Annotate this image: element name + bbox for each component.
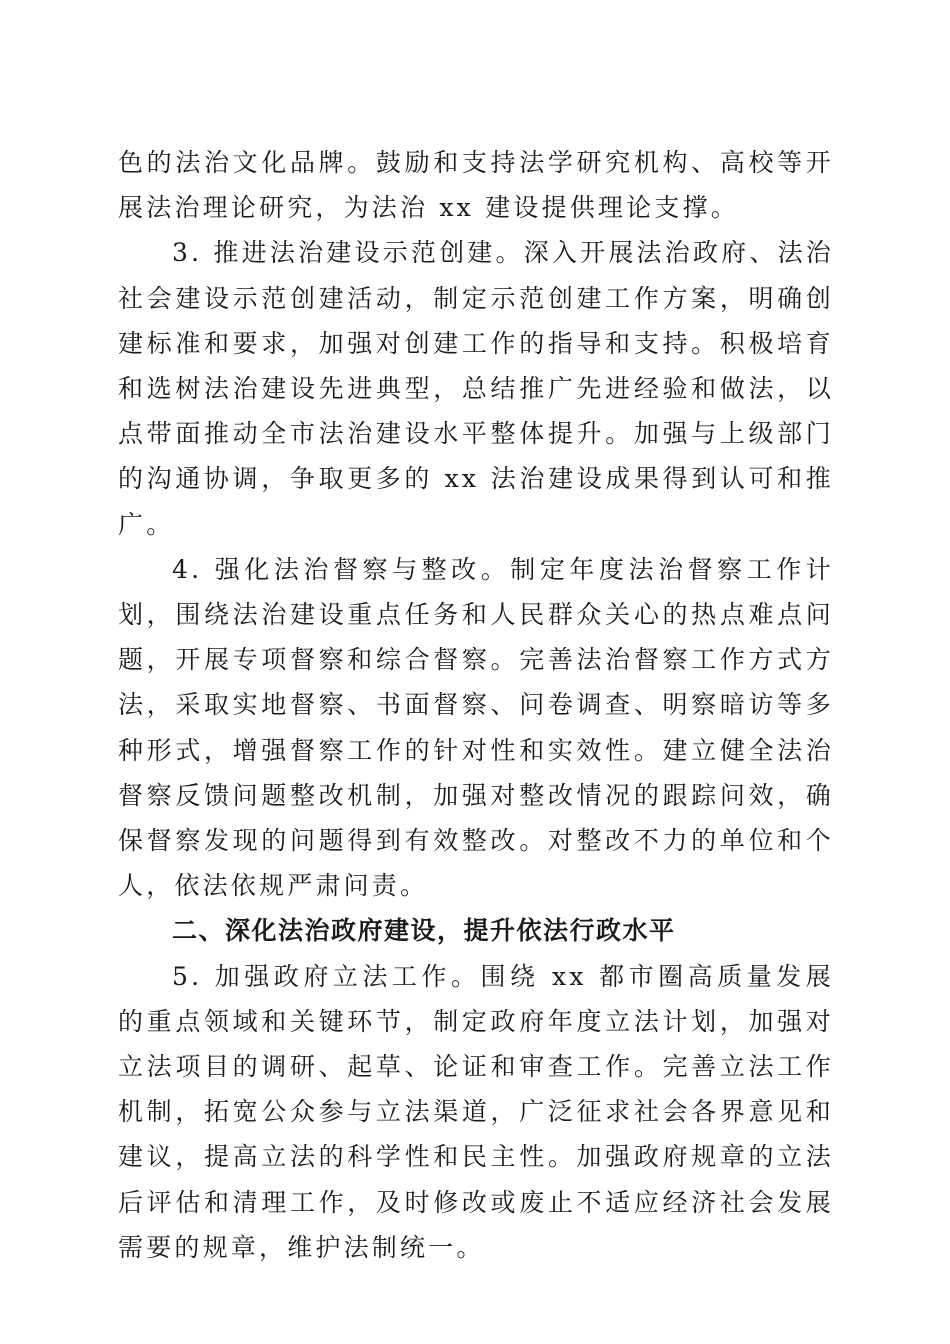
- document-body: [118, 140, 834, 1270]
- paragraph-item-3: 3. 推进法治建设示范创建。深入开展法治政府、法治社会建设示范创建活动，制定示范创建工作方案，明确创建标准和要求，加强对创建工作的指导和支持。积极培育和选树法治建设先进典型，总结推广先进经验和做法，以点带面推动全市法治建设水平整体提升。加强与上级部门的沟通协调，争取更多的 xx 法治建设成果得到认可和推广。: [118, 238, 834, 539]
- paragraph-item-5: 5. 加强政府立法工作。围绕 xx 都市圈高质量发展的重点领域和关键环节，制定政府年度立法计划，加强对立法项目的调研、起草、论证和审查工作。完善立法工作机制，拓宽公众参与立法渠道，广泛征求社会各界意见和建议，提高立法的科学性和民主性。加强政府规章的立法后评估和清理工作，及时修改或废止不适应经济社会发展需要的规章，维护法制统一。: [118, 961, 834, 1262]
- paragraph-item-4: 4. 强化法治督察与整改。制定年度法治督察工作计划，围绕法治建设重点任务和人民群众关心的热点难点问题，开展专项督察和综合督察。完善法治督察工作方式方法，采取实地督察、书面督察、问卷调查、明察暗访等多种形式，增强督察工作的针对性和实效性。建立健全法治督察反馈问题整改机制，加强对整改情况的跟踪问效，确保督察发现的问题得到有效整改。对整改不力的单位和个人，依法依规严肃问责。: [118, 554, 834, 901]
- section-heading: 二、深化法治政府建设，提升依法行政水平: [172, 916, 676, 946]
- paragraph-continuation: 色的法治文化品牌。鼓励和支持法学研究机构、高校等开展法治理论研究，为法治 xx 建设提供理论支撑。: [118, 148, 834, 223]
